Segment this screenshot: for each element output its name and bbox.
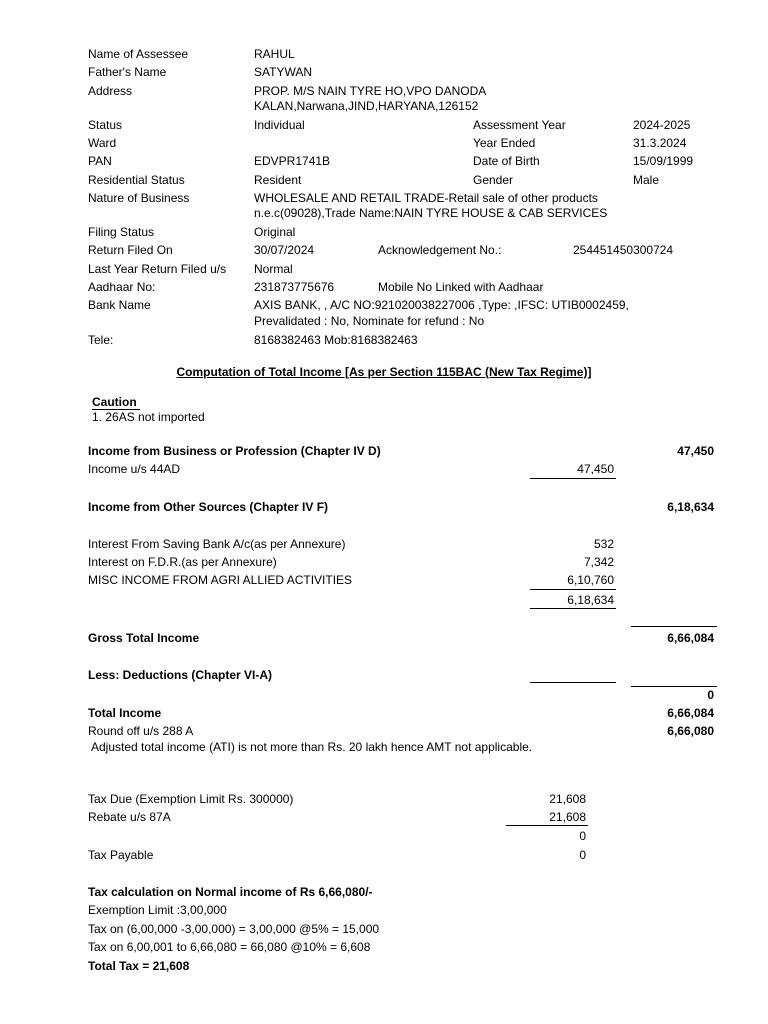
- ward-label: Ward: [88, 136, 117, 150]
- nature-of-business-label: Nature of Business: [88, 191, 190, 205]
- assessee-name: RAHUL: [254, 47, 295, 61]
- assessment-year-label: Assessment Year: [473, 118, 566, 132]
- income-44ad-value: 47,450: [577, 462, 614, 476]
- misc-agri-income-label: MISC INCOME FROM AGRI ALLIED ACTIVITIES: [88, 573, 353, 587]
- aadhaar-number: 231873775676: [254, 280, 335, 294]
- fdr-interest-value: 7,342: [583, 555, 614, 569]
- exemption-limit-line: Exemption Limit :3,00,000: [88, 903, 227, 917]
- residential-status-value: Resident: [254, 173, 302, 187]
- gross-total-income-label: Gross Total Income: [88, 631, 200, 645]
- other-sources-line-upper: [530, 589, 616, 590]
- deductions-line: [530, 682, 616, 683]
- father-name: SATYWAN: [254, 65, 313, 79]
- acknowledgement-number: 254451450300724: [573, 243, 674, 257]
- rebate-87a-value: 21,608: [549, 810, 586, 824]
- total-income-value: 6,66,084: [667, 706, 714, 720]
- mobile-linked-note: Mobile No Linked with Aadhaar: [378, 280, 544, 294]
- round-off-label: Round off u/s 288 A: [88, 724, 194, 738]
- bank-details-line-2: Prevalidated : No, Nominate for refund : No: [254, 314, 485, 328]
- round-off-value: 6,66,080: [667, 724, 714, 738]
- other-sources-total: 6,18,634: [667, 500, 714, 514]
- deductions-label: Less: Deductions (Chapter VI-A): [88, 668, 273, 682]
- misc-agri-income-value: 6,10,760: [567, 573, 614, 587]
- nature-of-business-line-1: WHOLESALE AND RETAIL TRADE-Retail sale of other products: [254, 191, 598, 205]
- amt-note: Adjusted total income (ATI) is not more than Rs. 20 lakh hence AMT not applicable.: [91, 740, 533, 754]
- tax-slab-10-line: Tax on 6,00,001 to 6,66,080 = 66,080 @10% = 6,608: [88, 940, 371, 954]
- residential-status-label: Residential Status: [88, 173, 185, 187]
- business-income-total: 47,450: [677, 444, 714, 458]
- dob-label: Date of Birth: [473, 154, 540, 168]
- gross-total-line: [631, 626, 717, 627]
- saving-bank-interest-label: Interest From Saving Bank A/c(as per Annexure): [88, 537, 346, 551]
- tax-due-value: 21,608: [549, 792, 586, 806]
- father-label: Father's Name: [88, 65, 167, 79]
- filing-status-label: Filing Status: [88, 225, 155, 239]
- tax-calc-heading: Tax calculation on Normal income of Rs 6,66,080/-: [88, 885, 373, 899]
- computation-title: Computation of Total Income [As per Section 115BAC (New Tax Regime)]: [176, 365, 592, 379]
- business-income-heading: Income from Business or Profession (Chapter IV D): [88, 444, 381, 458]
- last-year-return-label: Last Year Return Filed u/s: [88, 262, 227, 276]
- total-tax-line: Total Tax = 21,608: [88, 959, 190, 973]
- nature-of-business-line-2: n.e.c(09028),Trade Name:NAIN TYRE HOUSE & CAB SERVICES: [254, 206, 608, 220]
- caution-item: 1. 26AS not imported: [92, 410, 205, 424]
- address-label: Address: [88, 84, 133, 98]
- net-tax-value: 0: [579, 829, 586, 843]
- gender-value: Male: [633, 173, 660, 187]
- return-filed-on-value: 30/07/2024: [254, 243, 315, 257]
- bank-name-label: Bank Name: [88, 298, 151, 312]
- acknowledgement-label: Acknowledgement No.:: [378, 243, 502, 257]
- filing-status-value: Original: [254, 225, 296, 239]
- address-line-1: PROP. M/S NAIN TYRE HO,VPO DANODA: [254, 84, 487, 98]
- return-filed-on-label: Return Filed On: [88, 243, 173, 257]
- tax-payable-value: 0: [579, 848, 586, 862]
- tax-due-label: Tax Due (Exemption Limit Rs. 300000): [88, 792, 294, 806]
- tax-payable-label: Tax Payable: [88, 848, 154, 862]
- gender-label: Gender: [473, 173, 514, 187]
- caution-heading: Caution: [92, 395, 137, 409]
- gross-total-income-value: 6,66,084: [667, 631, 714, 645]
- bank-details-line-1: AXIS BANK, , A/C NO:921020038227006 ,Type: ,IFSC: UTIB0002459,: [254, 298, 629, 312]
- deductions-value: 0: [707, 688, 714, 702]
- rebate-line: [506, 825, 588, 826]
- saving-bank-interest-value: 532: [593, 537, 614, 551]
- dob-value: 15/09/1999: [633, 154, 694, 168]
- last-year-return-value: Normal: [254, 262, 293, 276]
- name-label: Name of Assessee: [88, 47, 189, 61]
- year-ended-value: 31.3.2024: [633, 136, 687, 150]
- other-sources-heading: Income from Other Sources (Chapter IV F): [88, 500, 329, 514]
- assessment-year-value: 2024-2025: [633, 118, 691, 132]
- year-ended-label: Year Ended: [473, 136, 536, 150]
- status-value: Individual: [254, 118, 305, 132]
- income-44ad-label: Income u/s 44AD: [88, 462, 181, 476]
- aadhaar-label: Aadhaar No:: [88, 280, 156, 294]
- business-subtotal-line: [530, 478, 616, 479]
- other-sources-line-lower: [530, 608, 616, 609]
- pan-value: EDVPR1741B: [254, 154, 331, 168]
- fdr-interest-label: Interest on F.D.R.(as per Annexure): [88, 555, 277, 569]
- pan-label: PAN: [88, 154, 112, 168]
- other-sources-subtotal: 6,18,634: [567, 593, 614, 607]
- tax-slab-5-line: Tax on (6,00,000 -3,00,000) = 3,00,000 @5% = 15,000: [88, 922, 380, 936]
- rebate-87a-label: Rebate u/s 87A: [88, 810, 171, 824]
- tele-value: 8168382463 Mob:8168382463: [254, 333, 418, 347]
- total-income-label: Total Income: [88, 706, 162, 720]
- address-line-2: KALAN,Narwana,JIND,HARYANA,126152: [254, 99, 479, 113]
- status-label: Status: [88, 118, 123, 132]
- tele-label: Tele:: [88, 333, 114, 347]
